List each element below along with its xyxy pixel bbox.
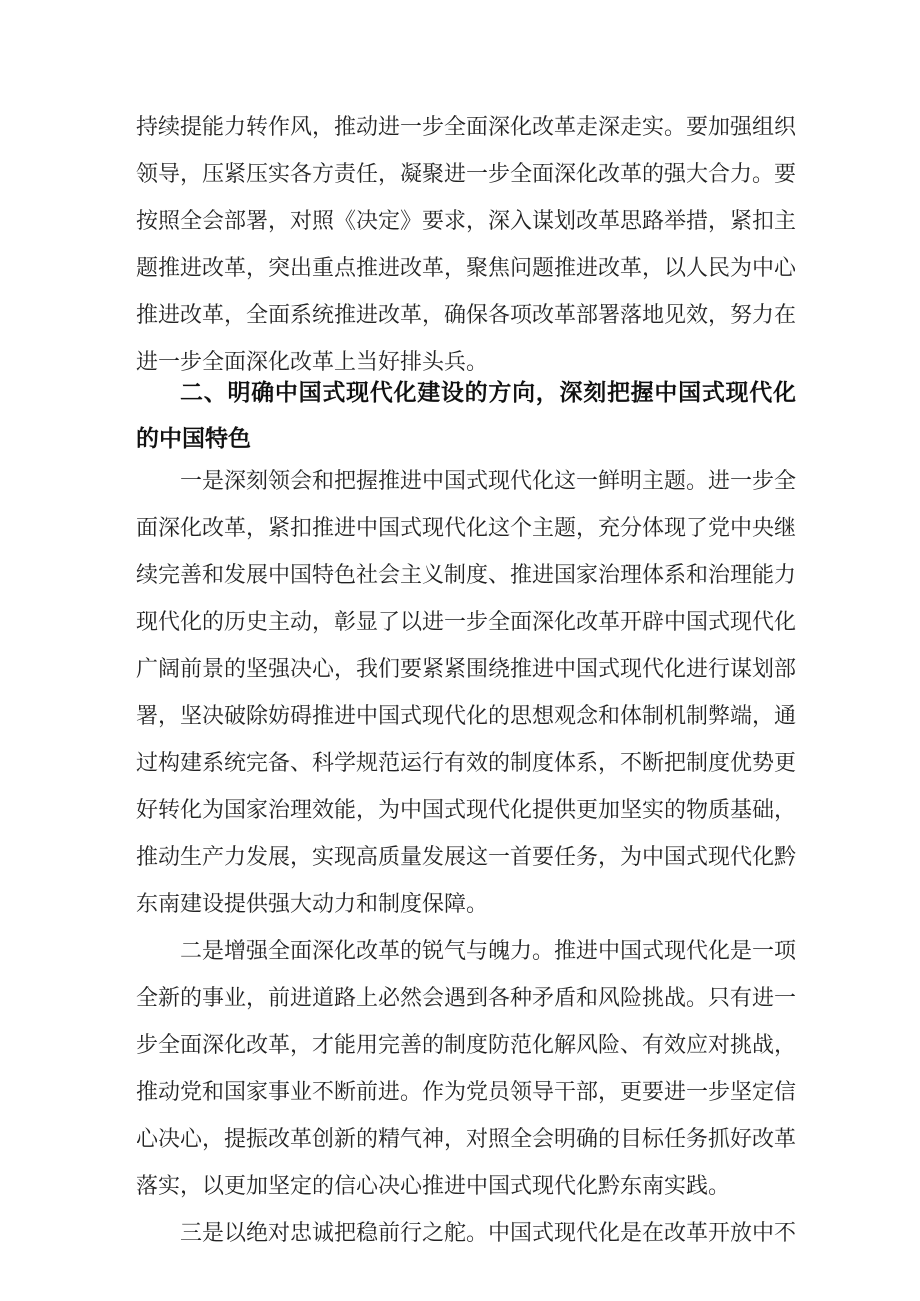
paragraph-1-line-2: 领导，压紧压实各方责任，凝聚进一步全面深化改革的强大合力。要 xyxy=(136,162,796,187)
paragraph-2-line-1: 一是深刻领会和把握推进中国式现代化这一鲜明主题。进一步全 xyxy=(180,469,796,494)
paragraph-2-line-3: 续完善和发展中国特色社会主义制度、推进国家治理体系和治理能力 xyxy=(136,563,796,588)
paragraph-3-line-1: 二是增强全面深化改革的锐气与魄力。推进中国式现代化是一项 xyxy=(180,939,796,964)
paragraph-1-line-5: 推进改革，全面系统推进改革，确保各项改革部署落地见效，努力在 xyxy=(136,303,796,328)
section-heading-line-2: 的中国特色 xyxy=(136,426,251,452)
paragraph-3-line-5: 心决心，提振改革创新的精气神，对照全会明确的目标任务抓好改革 xyxy=(136,1127,796,1152)
section-heading-line-1: 二、明确中国式现代化建设的方向，深刻把握中国式现代化 xyxy=(180,380,796,406)
paragraph-3-line-3: 步全面深化改革，才能用完善的制度防范化解风险、有效应对挑战， xyxy=(136,1033,796,1058)
paragraph-2-line-4: 现代化的历史主动，彰显了以进一步全面深化改革开辟中国式现代化 xyxy=(136,610,796,635)
paragraph-2-line-7: 过构建系统完备、科学规范运行有效的制度体系，不断把制度优势更 xyxy=(136,751,796,776)
paragraph-2-line-2: 面深化改革，紧扣推进中国式现代化这个主题，充分体现了党中央继 xyxy=(136,516,796,541)
paragraph-1-line-1: 持续提能力转作风，推动进一步全面深化改革走深走实。要加强组织 xyxy=(136,115,796,140)
paragraph-2-line-6: 署，坚决破除妨碍推进中国式现代化的思想观念和体制机制弊端，通 xyxy=(136,704,796,729)
paragraph-3-line-2: 全新的事业，前进道路上必然会遇到各种矛盾和风险挑战。只有进一 xyxy=(136,986,796,1011)
paragraph-3-line-6: 落实，以更加坚定的信心决心推进中国式现代化黔东南实践。 xyxy=(136,1174,731,1199)
paragraph-1-line-4: 题推进改革，突出重点推进改革，聚焦问题推进改革，以人民为中心 xyxy=(136,256,796,281)
paragraph-4-line-1: 三是以绝对忠诚把稳前行之舵。中国式现代化是在改革开放中不 xyxy=(180,1221,796,1246)
paragraph-1-line-6: 进一步全面深化改革上当好排头兵。 xyxy=(136,350,489,375)
paragraph-1-line-3: 按照全会部署，对照《决定》要求，深入谋划改革思路举措，紧扣主 xyxy=(136,209,796,234)
paragraph-2-line-9: 推动生产力发展，实现高质量发展这一首要任务，为中国式现代化黔 xyxy=(136,845,796,870)
paragraph-2-line-5: 广阔前景的坚强决心，我们要紧紧围绕推进中国式现代化进行谋划部 xyxy=(136,657,796,682)
paragraph-3-line-4: 推动党和国家事业不断前进。作为党员领导干部，更要进一步坚定信 xyxy=(136,1080,796,1105)
paragraph-2-line-10: 东南建设提供强大动力和制度保障。 xyxy=(136,892,489,917)
paragraph-2-line-8: 好转化为国家治理效能，为中国式现代化提供更加坚实的物质基础， xyxy=(136,798,796,823)
